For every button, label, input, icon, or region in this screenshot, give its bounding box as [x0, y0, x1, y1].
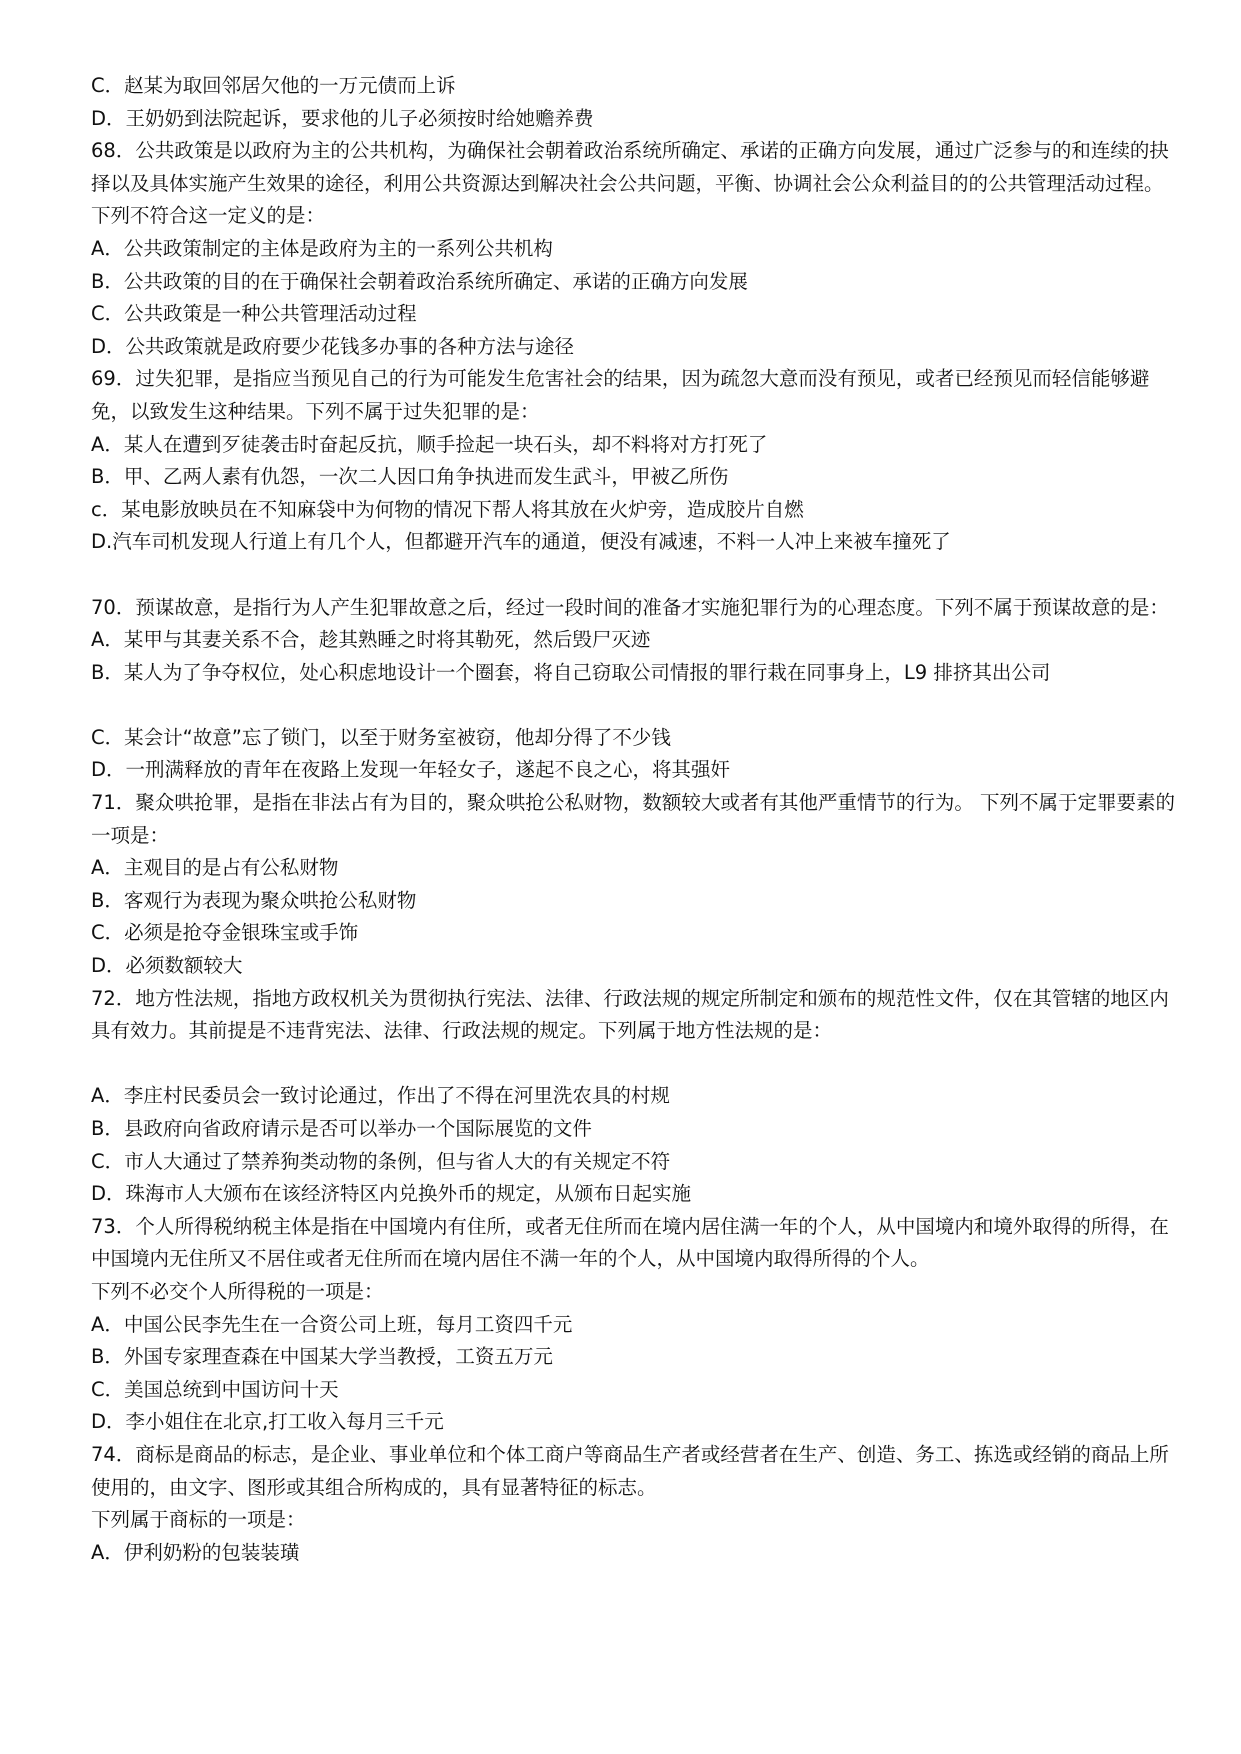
- question-74-stem: 74．商标是商品的标志，是企业、事业单位和个体工商户等商品生产者或经营者在生产、创造、务工、拣选或经销的商品上所使用的，由文字、图形或其组合所构成的，具有显著特征的标志。: [91, 1442, 1169, 1499]
- question-71-stem: 71．聚众哄抢罪，是指在非法占有为目的，聚众哄抢公私财物，数额较大或者有其他严重情节的行为。 下列不属于定罪要素的一项是：: [91, 791, 1176, 847]
- question-71-option-a: A．主观目的是占有公私财物: [91, 856, 339, 880]
- question-68-stem: 68．公共政策是以政府为主的公共机构，为确保社会朝着政治系统所确定、承诺的正确方向发展，通过广泛参与的和连续的抉择以及具体实施产生效果的途径，利用公共资源达到解决社会公共问题，平衡、协调社会公众利益目的的公共管理活动过程。: [91, 139, 1169, 195]
- question-72-option-a: A．李庄村民委员会一致讨论通过，作出了不得在河里洗农具的村规: [91, 1084, 670, 1108]
- question-73-option-d: D．李小姐住在北京,打工收入每月三千元: [91, 1410, 444, 1434]
- blank-line: [91, 1048, 1176, 1081]
- question-73-option-b: B．外国专家理查森在中国某大学当教授，工资五万元: [91, 1345, 553, 1369]
- question-69-option-c: c．某电影放映员在不知麻袋中为何物的情况下帮人将其放在火炉旁，造成胶片自燃: [91, 497, 804, 521]
- question-73-prompt: 下列不必交个人所得税的一项是：: [91, 1279, 384, 1303]
- question-68-option-d: D．公共政策就是政府要少花钱多办事的各种方法与途径: [91, 334, 575, 358]
- question-69-option-b: B．甲、乙两人素有仇怨，一次二人因口角争执进而发生武斗，甲被乙所伤: [91, 465, 729, 489]
- question-74-prompt: 下列属于商标的一项是：: [91, 1508, 306, 1532]
- question-73-option-c: C．美国总统到中国访问十天: [91, 1377, 339, 1401]
- question-71-option-b: B．客观行为表现为聚众哄抢公私财物: [91, 888, 417, 912]
- question-68-option-a: A．公共政策制定的主体是政府为主的一系列公共机构: [91, 236, 553, 260]
- question-70-option-b: B．某人为了争夺权位，处心积虑地设计一个圈套，将自己窃取公司情报的罪行栽在同事身上，L9 排挤其出公司: [91, 660, 1051, 684]
- question-73-option-a: A．中国公民李先生在一合资公司上班，每月工资四千元: [91, 1312, 573, 1336]
- question-70-stem: 70．预谋故意，是指行为人产生犯罪故意之后，经过一段时间的准备才实施犯罪行为的心理态度。下列不属于预谋故意的是：: [91, 595, 1169, 619]
- question-68-option-c: C．公共政策是一种公共管理活动过程: [91, 302, 417, 326]
- question-71-option-d: D．必须数额较大: [91, 954, 243, 978]
- question-70-option-a: A．某甲与其妻关系不合，趁其熟睡之时将其勒死，然后毁尸灭迹: [91, 628, 651, 652]
- document-page: [91, 70, 1176, 1569]
- blank-line: [91, 559, 1176, 592]
- question-74-option-a: A．伊利奶粉的包装装璜: [91, 1540, 300, 1564]
- question-72-stem: 72．地方性法规，指地方政权机关为贯彻执行宪法、法律、行政法规的规定所制定和颁布的规范性文件，仅在其管辖的地区内具有效力。其前提是不违背宪法、法律、行政法规的规定。下列属于地方性法规的是：: [91, 986, 1169, 1043]
- question-69-option-d: D.汽车司机发现人行道上有几个人，但都避开汽车的通道，便没有减速，不料一人冲上来被车撞死了: [91, 530, 951, 554]
- question-72-option-d: D．珠海市人大颁布在该经济特区内兑换外币的规定，从颁布日起实施: [91, 1182, 692, 1206]
- question-69-stem: 69．过失犯罪，是指应当预见自己的行为可能发生危害社会的结果，因为疏忽大意而没有预见，或者已经预见而轻信能够避免，以致发生这种结果。下列不属于过失犯罪的是：: [91, 367, 1150, 423]
- question-70-option-d: D．一刑满释放的青年在夜路上发现一年轻女子，遂起不良之心，将其强奸: [91, 758, 731, 782]
- question-68-option-b: B．公共政策的目的在于确保社会朝着政治系统所确定、承诺的正确方向发展: [91, 269, 748, 293]
- blank-line: [91, 689, 1176, 722]
- option-c-prev: C．赵某为取回邻居欠他的一万元债而上诉: [91, 74, 456, 97]
- question-70-option-c: C．某会计“故意”忘了锁门，以至于财务室被窃，他却分得了不少钱: [91, 725, 671, 749]
- question-68-prompt: 下列不符合这一定义的是：: [91, 204, 326, 228]
- question-71-option-c: C．必须是抢夺金银珠宝或手饰: [91, 921, 359, 945]
- question-73-stem: 73．个人所得税纳税主体是指在中国境内有住所，或者无住所而在境内居住满一年的个人，从中国境内和境外取得的所得，在中国境内无住所又不居住或者无住所而在境内居住不满一年的个人，从中国境内取得所得的个人。: [91, 1214, 1169, 1271]
- question-72-option-b: B．县政府向省政府请示是否可以举办一个国际展览的文件: [91, 1117, 592, 1140]
- question-72-option-c: C．市人大通过了禁养狗类动物的条例，但与省人大的有关规定不符: [91, 1149, 671, 1173]
- question-69-option-a: A．某人在遭到歹徒袭击时奋起反抗，顺手捡起一块石头，却不料将对方打死了: [91, 432, 768, 456]
- option-d-prev: D．王奶奶到法院起诉，要求他的儿子必须按时给她赡养费: [91, 106, 594, 130]
